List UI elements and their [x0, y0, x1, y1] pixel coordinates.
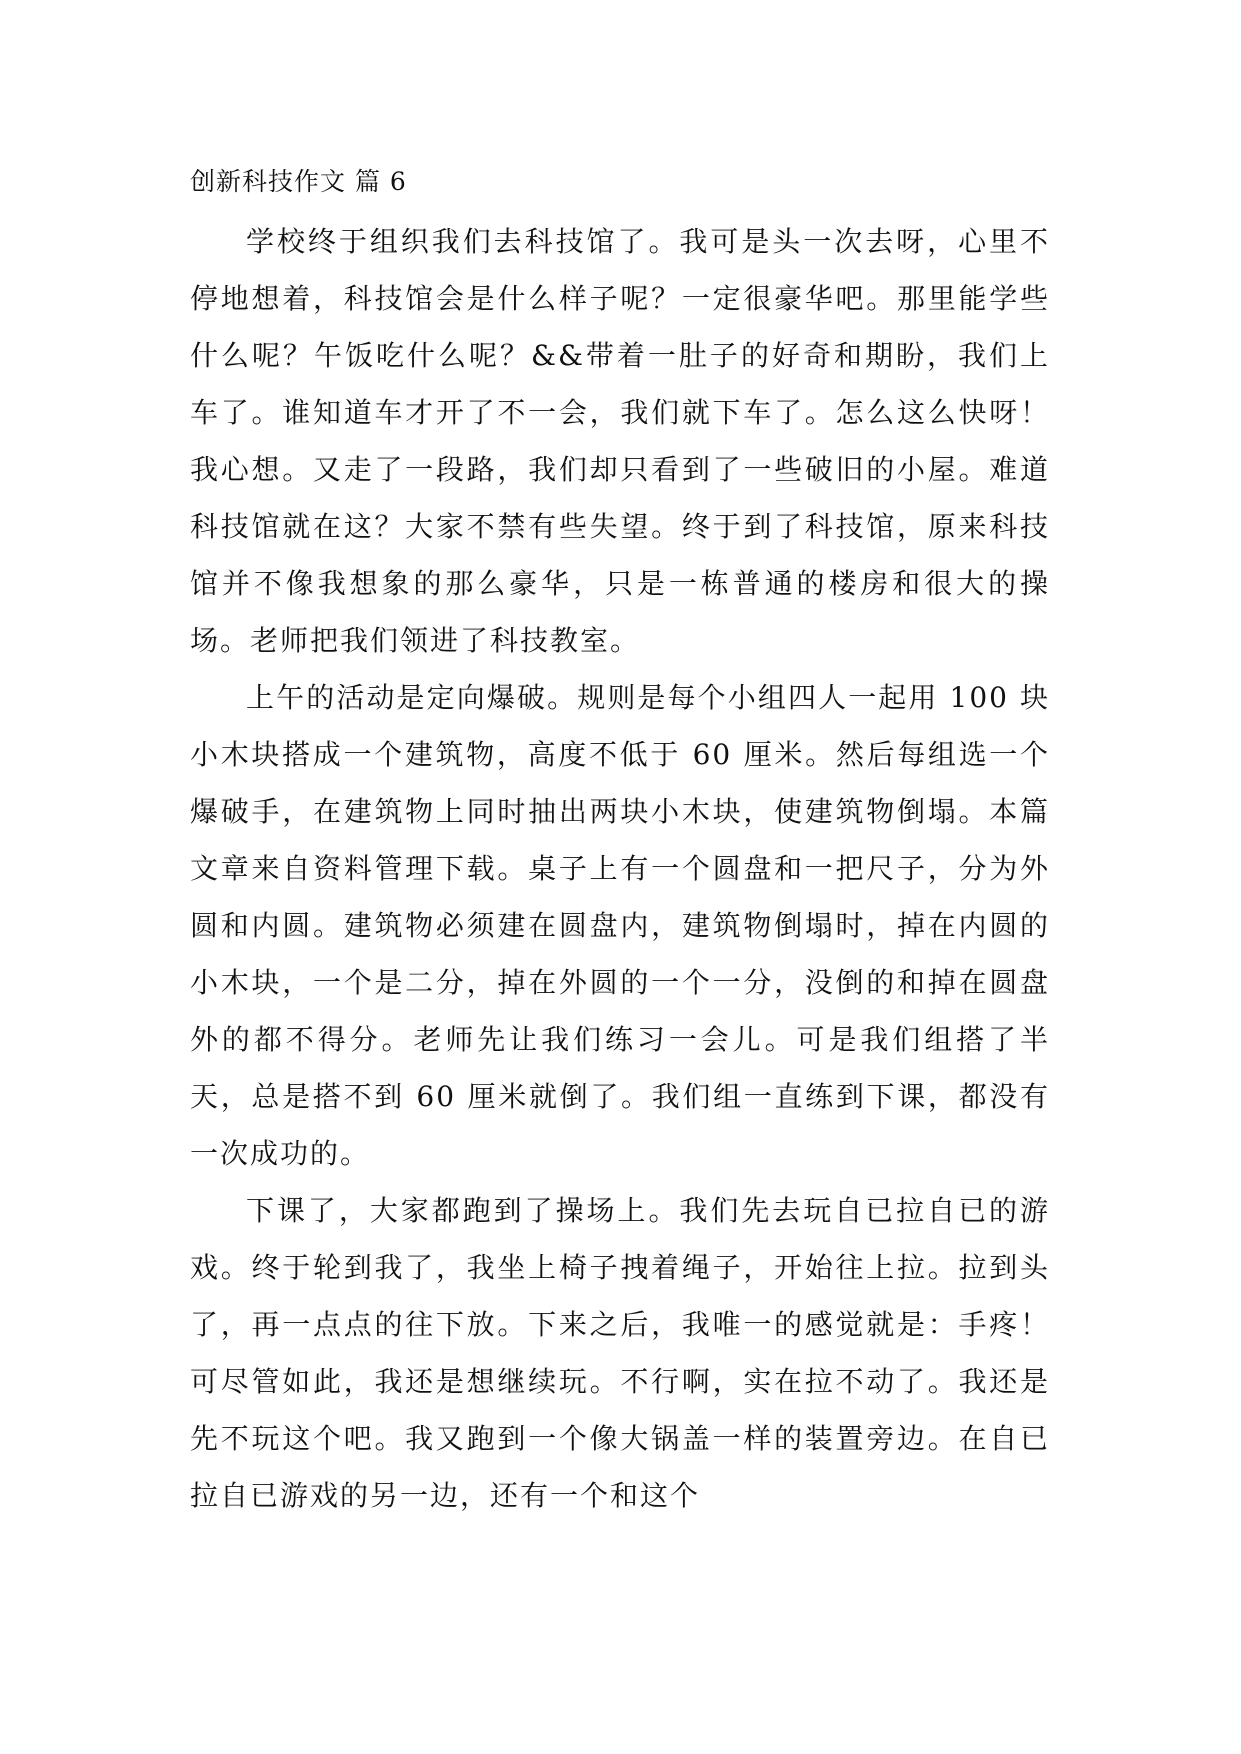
- document-body: [190, 213, 1050, 1524]
- paragraph: 学校终于组织我们去科技馆了。我可是头一次去呀，心里不停地想着，科技馆会是什么样子呢？一定很豪华吧。那里能学些什么呢？午饭吃什么呢？&&带着一肚子的好奇和期盼，我们上车了。谁知道车才开了不一会，我们就下车了。怎么这么快呀！我心想。又走了一段路，我们却只看到了一些破旧的小屋。难道科技馆就在这？大家不禁有些失望。终于到了科技馆，原来科技馆并不像我想象的那么豪华，只是一栋普通的楼房和很大的操场。老师把我们领进了科技教室。: [190, 225, 1050, 657]
- document-title: 创新科技作文 篇 6: [190, 167, 407, 196]
- paragraph: 下课了，大家都跑到了操场上。我们先去玩自已拉自已的游戏。终于轮到我了，我坐上椅子拽着绳子，开始往上拉。拉到头了，再一点点的往下放。下来之后，我唯一的感觉就是：手疼！可尽管如此，我还是想继续玩。不行啊，实在拉不动了。我还是先不玩这个吧。我又跑到一个像大锅盖一样的装置旁边。在自已拉自已游戏的另一边，还有一个和这个: [190, 1194, 1050, 1512]
- paragraph: 上午的活动是定向爆破。规则是每个小组四人一起用 100 块小木块搭成一个建筑物，高度不低于 60 厘米。然后每组选一个爆破手，在建筑物上同时抽出两块小木块，使建筑物倒塌。本篇文章来自资料管理下载。桌子上有一个圆盘和一把尺子，分为外圆和内圆。建筑物必须建在圆盘内，建筑物倒塌时，掉在内圆的小木块，一个是二分，掉在外圆的一个一分，没倒的和掉在圆盘外的都不得分。老师先让我们练习一会儿。可是我们组搭了半天，总是搭不到 60 厘米就倒了。我们组一直练到下课，都没有一次成功的。: [190, 681, 1050, 1170]
